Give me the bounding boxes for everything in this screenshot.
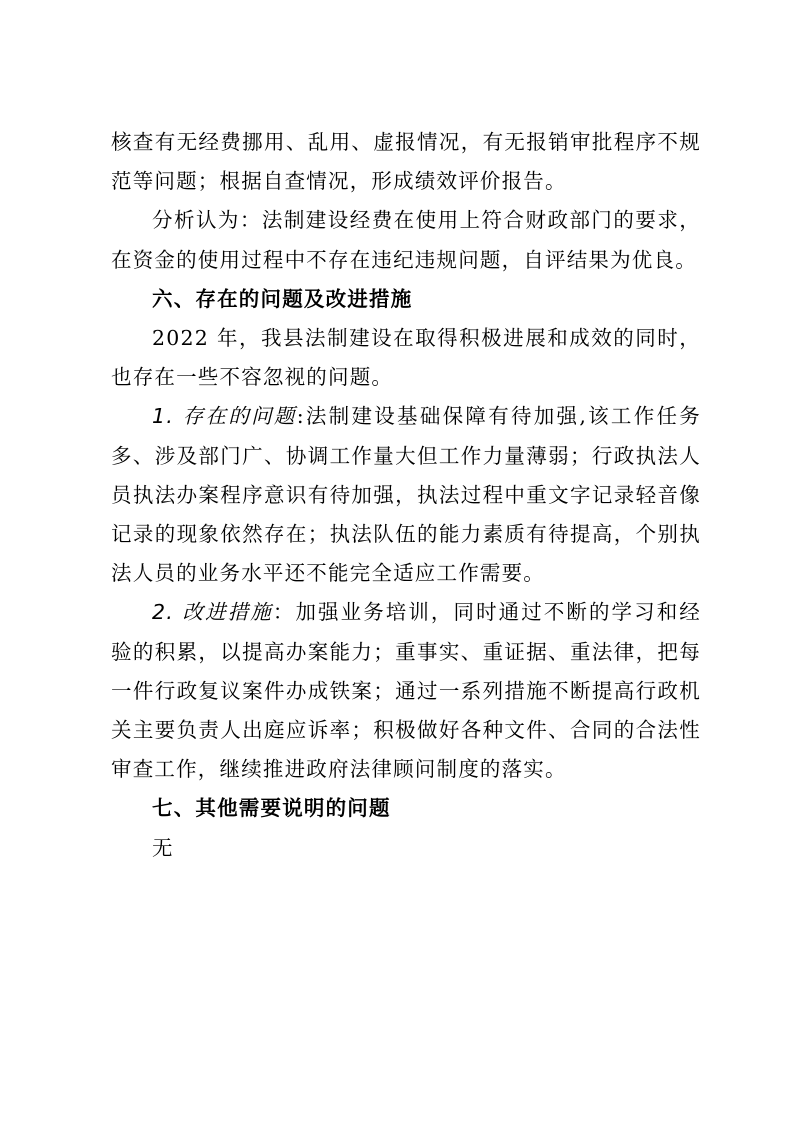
paragraph-existing-problems: [111, 397, 701, 593]
existing-problems-text: :法制建设基础保障有待加强,该工作任务多、涉及部门广、协调工作量大但工作力量薄弱；行政执法人员执法办案程序意识有待加强，执法过程中重文字记录轻音像记录的现象依然存在；执法队伍的能力素质有待提高，个别执法人员的业务水平还不能完全适应工作需要。: [111, 404, 701, 586]
improvement-measures-label: 2. 改进措施: [152, 600, 273, 625]
section-heading-other-issues: 七、其他需要说明的问题: [152, 796, 391, 821]
document-body: [111, 123, 701, 868]
paragraph-none: 无: [152, 835, 174, 860]
existing-problems-label: 1. 存在的问题: [152, 404, 297, 429]
paragraph-fund-check: 核查有无经费挪用、乱用、虚报情况，有无报销审批程序不规范等问题；根据自查情况，形成绩效评价报告。: [111, 130, 701, 194]
paragraph-improvement-measures: [111, 593, 701, 789]
section-heading-problems: 六、存在的问题及改进措施: [152, 286, 413, 311]
paragraph-analysis: 分析认为：法制建设经费在使用上符合财政部门的要求，在资金的使用过程中不存在违纪违规问题，自评结果为优良。: [111, 208, 701, 272]
improvement-measures-text: ：加强业务培训，同时通过不断的学习和经验的积累，以提高办案能力；重事实、重证据、重法律，把每一件行政复议案件办成铁案；通过一系列措施不断提高行政机关主要负责人出庭应诉率；积极做好各种文件、合同的合法性审查工作，继续推进政府法律顾问制度的落实。: [111, 600, 701, 782]
paragraph-2022-overview: 2022 年，我县法制建设在取得积极进展和成效的同时，也存在一些不容忽视的问题。: [111, 326, 701, 390]
